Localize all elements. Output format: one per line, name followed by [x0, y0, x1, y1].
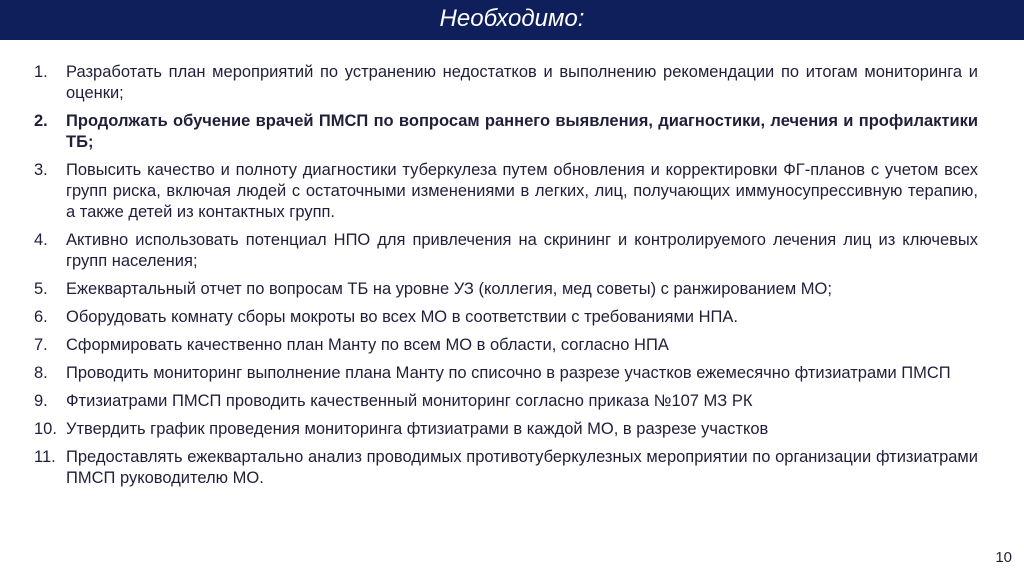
item-number: 9.	[34, 392, 48, 410]
item-text: Ежеквартальный отчет по вопросам ТБ на уровне УЗ (коллегия, мед советы) с ранжированием МО;	[66, 280, 832, 298]
list-item-3	[34, 160, 978, 223]
item-number: 8.	[34, 364, 48, 382]
list-item-10	[34, 419, 978, 440]
title-bar	[0, 0, 1024, 40]
item-number: 11.	[34, 448, 56, 466]
list-item-6	[34, 307, 978, 328]
list-item-2	[34, 111, 978, 153]
item-text: Продолжать обучение врачей ПМСП по вопросам раннего выявления, диагностики, лечения и профилактики ТБ;	[66, 112, 978, 151]
list-item-1	[34, 62, 978, 104]
list-item-5	[34, 279, 978, 300]
page-number: 10	[995, 549, 1012, 566]
item-text: Разработать план мероприятий по устранению недостатков и выполнению рекомендации по итогам мониторинга и оценки;	[66, 63, 978, 102]
item-number: 3.	[34, 161, 48, 179]
recommendations-list	[34, 62, 978, 496]
item-text: Повысить качество и полноту диагностики туберкулеза путем обновления и корректировки ФГ-планов с учетом всех групп риска, включая людей с остаточными изменениями в легких, лиц, получающих иммуносупрессивную терапию, а также детей из контактных групп.	[66, 161, 978, 221]
list-item-8	[34, 363, 978, 384]
list-item-7	[34, 335, 978, 356]
item-text: Сформировать качественно план Манту по всем МО в области, согласно НПА	[66, 336, 669, 354]
item-number: 7.	[34, 336, 48, 354]
item-text: Оборудовать комнату сборы мокроты во всех МО в соответствии с требованиями НПА.	[66, 308, 738, 326]
item-text: Предоставлять ежеквартально анализ проводимых противотуберкулезных мероприятии по организации фтизиатрами ПМСП руководителю МО.	[66, 448, 978, 487]
item-text: Проводить мониторинг выполнение плана Манту по списочно в разрезе участков ежемесячно фтизиатрами ПМСП	[66, 364, 951, 382]
list-item-11	[34, 447, 978, 489]
item-number: 5.	[34, 280, 48, 298]
item-text: Фтизиатрами ПМСП проводить качественный мониторинг согласно приказа №107 МЗ РК	[66, 392, 753, 410]
item-number: 4.	[34, 231, 48, 249]
item-number: 6.	[34, 308, 48, 326]
item-number: 10.	[34, 420, 57, 438]
item-text: Утвердить график проведения мониторинга фтизиатрами в каждой МО, в разрезе участков	[66, 420, 769, 438]
slide-title: Необходимо:	[439, 5, 585, 32]
list-item-4	[34, 230, 978, 272]
item-text: Активно использовать потенциал НПО для привлечения на скрининг и контролируемого лечения лиц из ключевых групп населения;	[66, 231, 978, 270]
list-item-9	[34, 391, 978, 412]
item-number: 1.	[34, 63, 48, 81]
item-number: 2.	[34, 112, 48, 130]
